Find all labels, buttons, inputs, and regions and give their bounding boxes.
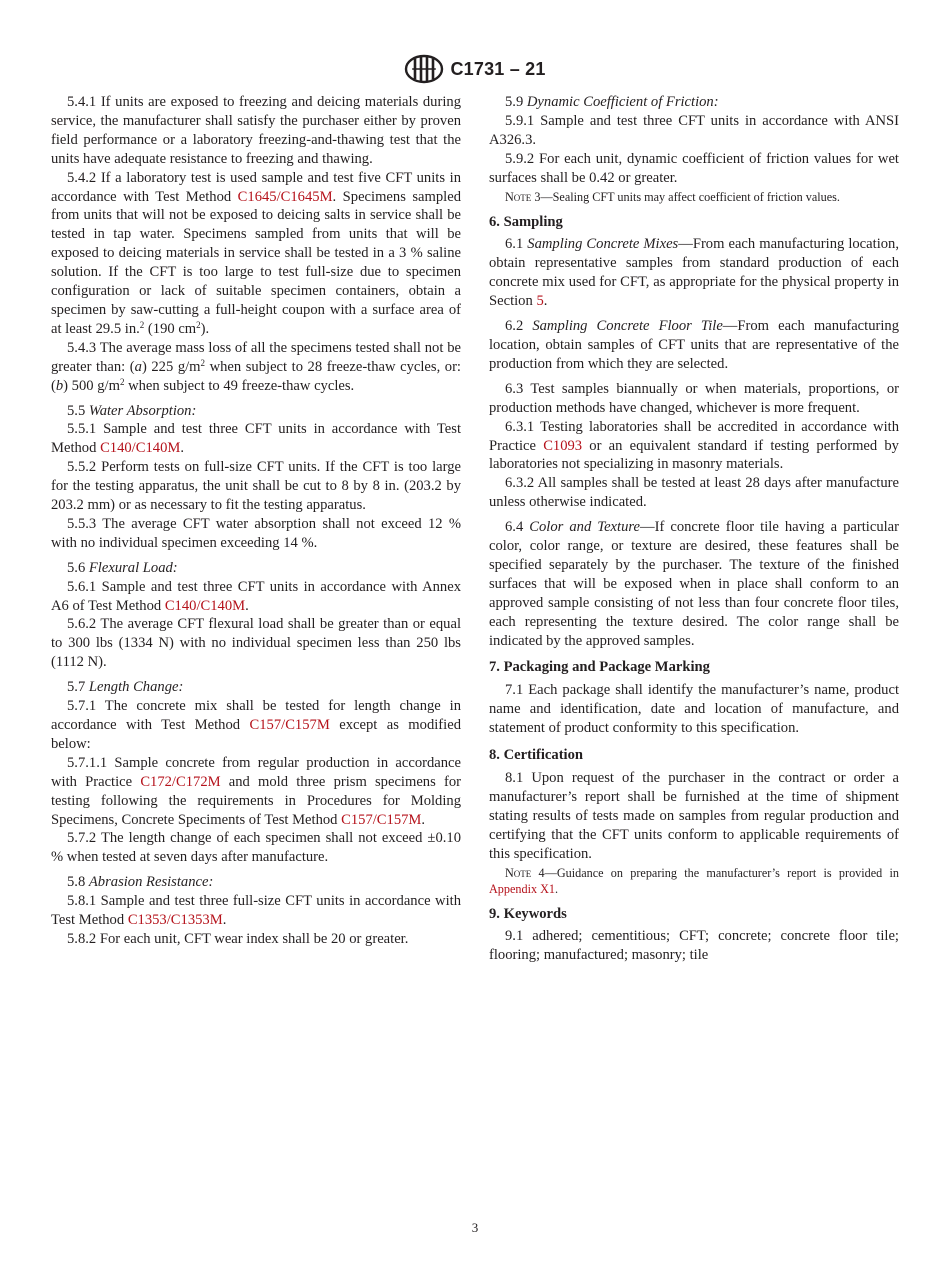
section-5-7-heading: 5.7 Length Change: bbox=[67, 679, 184, 696]
link-c140-annex[interactable]: C140/C140M bbox=[164, 597, 246, 614]
note-4: Note 4—Guidance on preparing the manufacturer’s report is provided in Appendix X1. bbox=[489, 865, 899, 896]
section-6-3-1: 6.3.1 Testing laboratories shall be accredited in accordance with Practice C1093 or an equivalent standard if testing performed by laboratories not specializing in masonry materials. bbox=[489, 418, 899, 473]
section-9-1: 9.1 adhered; cementitious; CFT; concrete; concrete floor tile; flooring; manufactured; masonry; tile bbox=[489, 928, 899, 964]
section-5-4-3: 5.4.3 The average mass loss of all the specimens tested shall not be greater than: (a) 225 $g/m^2$ when subject to 28 freeze-thaw cycles, or: (b) 500 $g/m^2$ when subject to 49 freeze-thaw cycles. bbox=[51, 339, 461, 394]
section-5-6-1: 5.6.1 Sample and test three CFT units in accordance with Annex A6 of Test Method C140/C140M. bbox=[51, 578, 461, 614]
astm-logo-icon bbox=[404, 54, 444, 84]
left-column bbox=[51, 93, 461, 949]
section-6-4: 6.4 Color and Texture—If concrete floor tile having a particular color, color range, or texture are desired, these features shall be specified separately by the purchaser. The texture of the finished surfaces that will be exposed when in place shall conform to an approved sample consisting of not less than four concrete floor tiles, each representing the texture desired. The color range shall be indicated by the approved samples. bbox=[489, 519, 900, 649]
section-5-9-1: 5.9.1 Sample and test three CFT units in accordance with ANSI A326.3. bbox=[489, 112, 899, 148]
link-c1645[interactable]: C1645/C1645M bbox=[237, 188, 333, 205]
section-5-9-heading: 5.9 Dynamic Coefficient of Friction: bbox=[505, 94, 719, 110]
section-5-4-1: 5.4.1 If units are exposed to freezing and deicing materials during service, the manufacturer shall satisfy the purchaser either by proven field performance or a laboratory freezing-and-thawing test that the units have adequate resistance to freezing and thawing. bbox=[51, 94, 461, 167]
section-6-2: 6.2 Sampling Concrete Floor Tile—From each manufacturing location, obtain samples of CFT units that are representative of the production from which they are selected. bbox=[489, 318, 900, 372]
right-column bbox=[489, 93, 899, 965]
heading-keywords: 9. Keywords bbox=[489, 905, 567, 922]
section-6-3: 6.3 Test samples biannually or when materials, proportions, or production methods have changed, whichever is more frequent. bbox=[489, 380, 899, 416]
section-5-5-3: 5.5.3 The average CFT water absorption shall not exceed 12 % with no individual specimen exceeding 14 %. bbox=[51, 515, 461, 551]
section-7-1: 7.1 Each package shall identify the manufacturer’s name, product name and identification, date and location of manufacture, and statement of product conformity to this specification. bbox=[489, 682, 899, 737]
section-8-1: 8.1 Upon request of the purchaser in the contract or order a manufacturer’s report shall be furnished at the time of shipment stating results of tests made on samples from regular production and certifying that the CFT units conform to applicable requirements of this specification. bbox=[489, 770, 899, 862]
section-5-4-2: 5.4.2 If a laboratory test is used sample and test five CFT units in accordance with Test Method C1645/C1645M. Specimens sampled from units that will not be exposed to deicing salts in service shall be tested in tap water. Specimens sampled from units that will be exposed to deicing materials in service shall be tested in a 3 % saline solution. If the CFT is too large to test full-size due to specimen configuration or lack of suitable specimen containers, obtain a specimen by saw-cutting a full-height coupon with a surface area of at least 29.5 in.$^2$ (190 $cm^2$). bbox=[51, 169, 461, 337]
link-c140[interactable]: C140/C140M bbox=[100, 440, 181, 457]
section-5-8-2: 5.8.2 For each unit, CFT wear index shall be 20 or greater. bbox=[67, 930, 409, 947]
section-5-7-2: 5.7.2 The length change of each specimen shall not exceed ±0.10 % when tested at seven days after manufacture. bbox=[51, 830, 461, 866]
section-5-7-1: 5.7.1 The concrete mix shall be tested for length change in accordance with Test Method C157/C157M except as modified below: bbox=[51, 698, 461, 752]
heading-certification: 8. Certification bbox=[489, 747, 584, 764]
heading-sampling: 6. Sampling bbox=[489, 213, 563, 230]
document-designation: C1731 – 21 bbox=[450, 58, 546, 79]
section-5-5-2: 5.5.2 Perform tests on full-size CFT units. If the CFT is too large for the testing apparatus, the unit shall be cut to 8 by 8 in. (203.2 by 203.2 mm) or as necessary to fit the testing apparatus. bbox=[51, 459, 461, 514]
link-c157[interactable]: C157/C157M bbox=[249, 717, 330, 733]
section-5-6-2: 5.6.2 The average CFT flexural load shall be greater than or equal to 300 lbs (1334 N) with no individual specimen less than 250 lbs (1112 N). bbox=[51, 616, 461, 671]
link-c1093[interactable]: C1093 bbox=[543, 437, 583, 454]
section-5-6-heading: 5.6 Flexural Load: bbox=[67, 559, 178, 576]
section-5-9-2: 5.9.2 For each unit, dynamic coefficient of friction values for wet surfaces shall be 0.42 or greater. bbox=[489, 150, 899, 186]
section-6-3-2: 6.3.2 All samples shall be tested at least 28 days after manufacture unless otherwise indicated. bbox=[489, 475, 899, 511]
section-6-1: 6.1 Sampling Concrete Mixes—From each manufacturing location, obtain representative samples from standard production of each concrete mix used for CFT, as appropriate for the physical property in Section 5. bbox=[489, 236, 899, 310]
page-header bbox=[0, 53, 950, 85]
section-5-8-heading: 5.8 Abrasion Resistance: bbox=[67, 874, 214, 891]
link-c157-2[interactable]: C157/C157M bbox=[341, 811, 422, 828]
page-number: 3 bbox=[471, 1220, 479, 1235]
link-c172[interactable]: C172/C172M bbox=[140, 773, 221, 790]
link-section-5[interactable]: 5 bbox=[536, 293, 544, 310]
note-3: Note 3—Sealing CFT units may affect coefficient of friction values. bbox=[505, 189, 840, 204]
section-5-8-1: 5.8.1 Sample and test three full-size CFT units in accordance with Test Method C1353/C1353M. bbox=[51, 893, 461, 929]
section-5-5-heading: 5.5 Water Absorption: bbox=[67, 402, 197, 419]
link-appendix-x1[interactable]: Appendix X1 bbox=[489, 881, 556, 896]
heading-packaging: 7. Packaging and Package Marking bbox=[489, 659, 710, 676]
section-5-5-1: 5.5.1 Sample and test three CFT units in accordance with Test Method C140/C140M. bbox=[51, 421, 461, 457]
section-5-7-1-1: 5.7.1.1 Sample concrete from regular production in accordance with Practice C172/C172M and mold three prism specimens for testing following the requirements in Procedures for Molding Specimens, Concrete Speciments of Test Method C157/C157M. bbox=[51, 754, 461, 828]
link-c1353[interactable]: C1353/C1353M bbox=[127, 912, 223, 929]
